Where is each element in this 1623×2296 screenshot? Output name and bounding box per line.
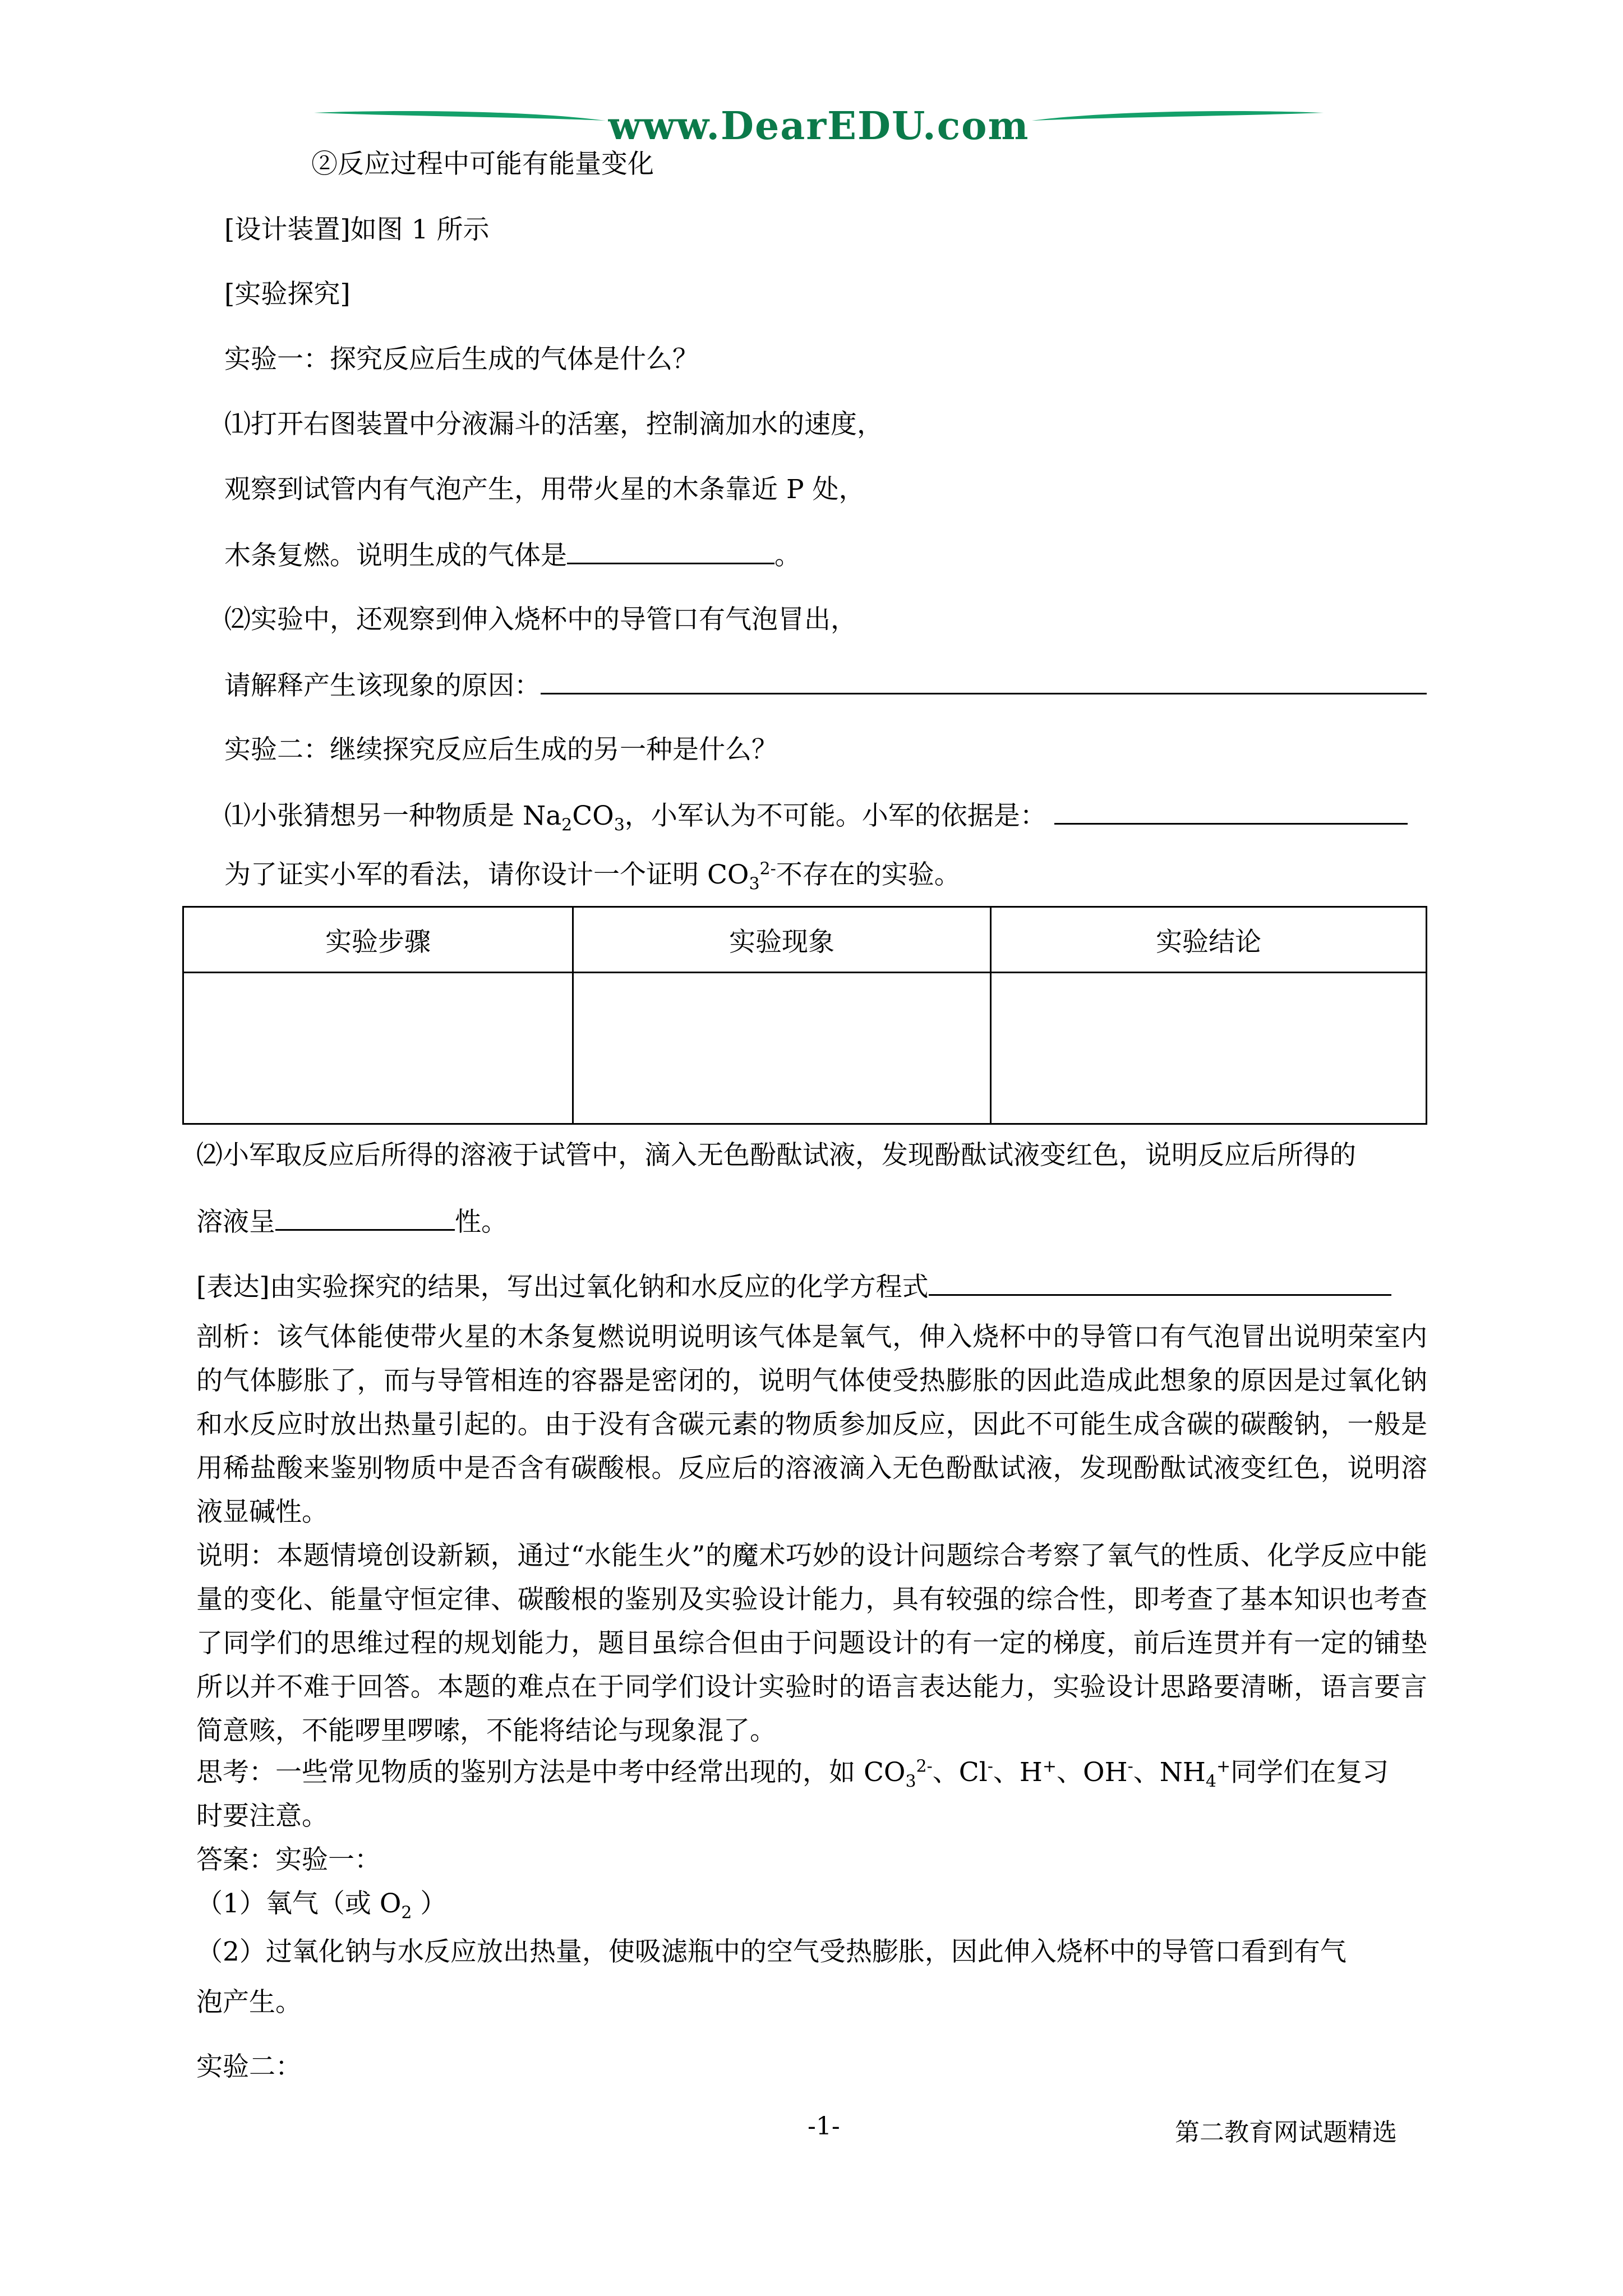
answer-heading: 实验二： bbox=[196, 2051, 302, 2082]
subscript: 3 bbox=[749, 874, 760, 894]
table-header-cell: 实验步骤 bbox=[183, 907, 573, 973]
site-logo: www.DearEDU.com bbox=[608, 104, 1030, 149]
question-line bbox=[224, 538, 801, 573]
subscript: 2 bbox=[401, 1903, 412, 1923]
think-text: 同学们在复习 bbox=[1230, 1757, 1389, 1788]
subscript: 4 bbox=[1205, 1772, 1216, 1792]
table-row bbox=[183, 973, 1427, 1124]
answer-heading: 答案：实验一： bbox=[196, 1844, 381, 1875]
question-line bbox=[196, 1204, 508, 1239]
think-text: 、H bbox=[993, 1757, 1043, 1788]
footer-source: 第二教育网试题精选 bbox=[1175, 2118, 1397, 2147]
text-line: 实验二：继续探究反应后生成的另一种是什么？ bbox=[224, 734, 778, 765]
formula-text: CO bbox=[572, 800, 614, 831]
question-text: 不存在的实验。 bbox=[776, 859, 961, 890]
question-text: 木条复燃。说明生成的气体是 bbox=[224, 540, 567, 571]
header-banner bbox=[314, 93, 1324, 149]
question-text: ，小军认为不可能。小军的依据是： bbox=[624, 800, 1046, 831]
answer-text: ） bbox=[412, 1888, 447, 1919]
text-line: 时要注意。 bbox=[196, 1801, 328, 1832]
text-line: 观察到试管内有气泡产生，用带火星的木条靠近 P 处， bbox=[224, 474, 865, 505]
answer-blank[interactable] bbox=[567, 538, 774, 564]
subscript: 3 bbox=[614, 815, 625, 835]
text-line: 实验一：探究反应后生成的气体是什么？ bbox=[224, 344, 699, 375]
superscript: 2- bbox=[759, 859, 776, 879]
question-line bbox=[196, 1269, 1391, 1304]
text-line: ⑵小军取反应后所得的溶液于试管中，滴入无色酚酞试液，发现酚酞试液变红色，说明反应后所得的 bbox=[196, 1140, 1356, 1171]
analysis-paragraph: 剖析：该气体能使带火星的木条复燃说明说明该气体是氧气，伸入烧杯中的导管口有气泡冒出说明荣室内的气体膨胀了，而与导管相连的容器是密闭的，说明气体使受热膨胀的因此造成此想象的原因是过氧化钠和水反应时放出热量引起的。由于没有含碳元素的物质参加反应，因此不可能生成含碳的碳酸钠，一般是用稀盐酸来鉴别物质中是否含有碳酸根。反应后的溶液滴入无色酚酞试液，发现酚酞试液变红色，说明溶液显碱性。 bbox=[196, 1322, 1427, 1527]
think-line bbox=[196, 1756, 1389, 1792]
subscript: 2 bbox=[561, 815, 573, 835]
experiment-table bbox=[182, 906, 1427, 1125]
section-heading: [实验探究] bbox=[224, 279, 351, 310]
answer-blank[interactable] bbox=[929, 1269, 1391, 1296]
answer-line bbox=[196, 1887, 446, 1921]
superscript: + bbox=[1216, 1756, 1231, 1777]
question-text: 溶液呈 bbox=[196, 1207, 275, 1237]
table-header-cell: 实验结论 bbox=[991, 907, 1427, 973]
text-line bbox=[224, 858, 961, 892]
answer-blank[interactable] bbox=[275, 1204, 455, 1231]
superscript: 2- bbox=[916, 1756, 933, 1777]
superscript: + bbox=[1042, 1756, 1057, 1777]
question-line bbox=[224, 798, 1408, 833]
right-swoosh-icon bbox=[1032, 108, 1324, 131]
table-cell-input[interactable] bbox=[573, 973, 991, 1124]
answer-blank[interactable] bbox=[541, 668, 1427, 694]
page-number: -1- bbox=[808, 2112, 840, 2141]
superscript: - bbox=[987, 1756, 993, 1777]
answer-text: （1）氧气（或 O bbox=[196, 1888, 402, 1919]
think-text: 、OH bbox=[1057, 1757, 1128, 1788]
table-cell-input[interactable] bbox=[183, 973, 573, 1124]
question-line bbox=[224, 668, 1427, 703]
question-text: 请解释产生该现象的原因： bbox=[224, 670, 541, 701]
text-line: ②反应过程中可能有能量变化 bbox=[311, 149, 654, 180]
text-line: [设计装置]如图 1 所示 bbox=[224, 214, 490, 245]
think-text: 、NH bbox=[1133, 1757, 1206, 1788]
subscript: 3 bbox=[905, 1772, 916, 1792]
think-text: 、Cl bbox=[932, 1757, 988, 1788]
text-line: ⑵实验中，还观察到伸入烧杯中的导管口有气泡冒出， bbox=[224, 604, 857, 635]
answer-line: 泡产生。 bbox=[196, 1987, 302, 2018]
punctuation: 。 bbox=[774, 540, 801, 571]
table-cell-input[interactable] bbox=[991, 973, 1427, 1124]
answer-blank[interactable] bbox=[1054, 798, 1408, 825]
question-text: 性。 bbox=[455, 1207, 508, 1237]
table-header-cell: 实验现象 bbox=[573, 907, 991, 973]
superscript: - bbox=[1127, 1756, 1133, 1777]
answer-line: （2）过氧化钠与水反应放出热量，使吸滤瓶中的空气受热膨胀，因此伸入烧杯中的导管口看到有气 bbox=[196, 1936, 1347, 1967]
question-text: 为了证实小军的看法，请你设计一个证明 CO bbox=[224, 859, 749, 890]
think-text: 思考：一些常见物质的鉴别方法是中考中经常出现的，如 CO bbox=[196, 1757, 906, 1788]
note-paragraph: 说明：本题情境创设新颖，通过“水能生火”的魔术巧妙的设计问题综合考察了氧气的性质、化学反应中能量的变化、能量守恒定律、碳酸根的鉴别及实验设计能力，具有较强的综合性，即考查了基本知识也考查了同学们的思维过程的规划能力，题目虽综合但由于问题设计的有一定的梯度，前后连贯并有一定的铺垫所以并不难于回答。本题的难点在于同学们设计实验时的语言表达能力，实验设计思路要清晰，语言要言简意赅，不能啰里啰嗦，不能将结论与现象混了。 bbox=[196, 1540, 1427, 1746]
table-header-row bbox=[183, 907, 1427, 973]
question-text: [表达]由实验探究的结果，写出过氧化钠和水反应的化学方程式 bbox=[196, 1272, 929, 1303]
text-line: ⑴打开右图装置中分液漏斗的活塞，控制滴加水的速度， bbox=[224, 409, 883, 440]
question-text: ⑴小张猜想另一种物质是 Na bbox=[224, 800, 562, 831]
